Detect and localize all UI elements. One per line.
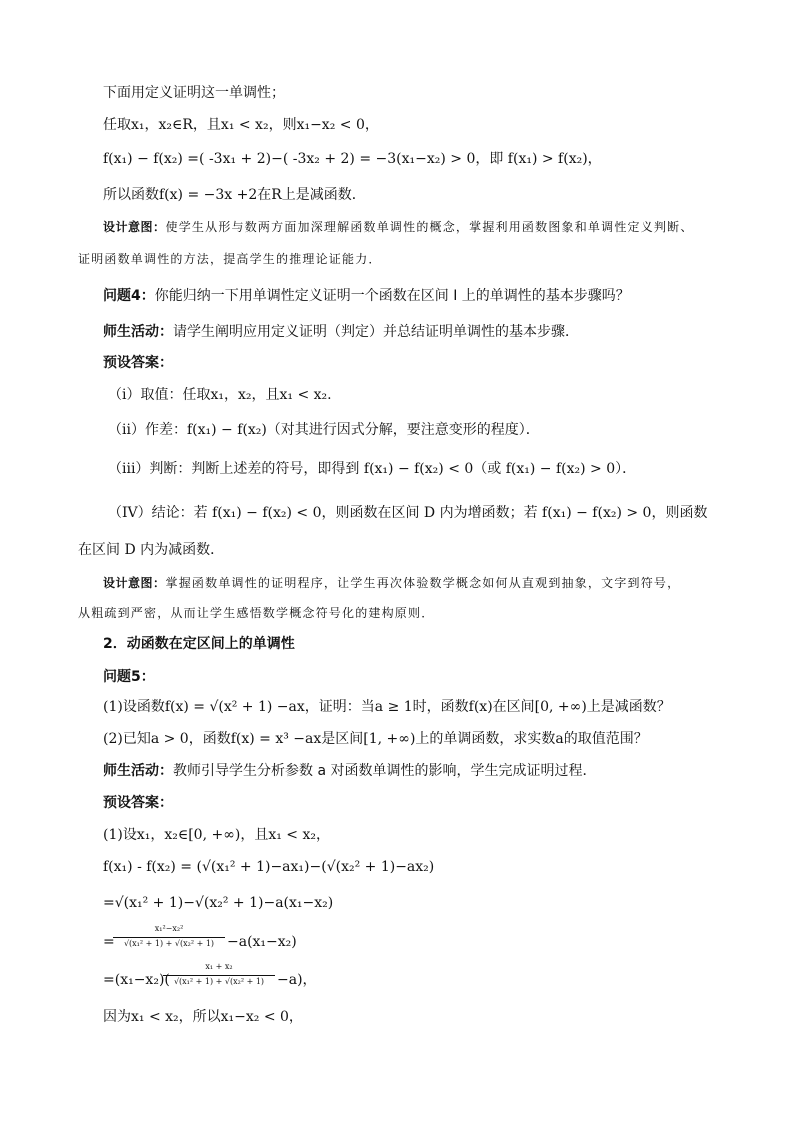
fraction-bar bbox=[163, 975, 275, 976]
proof-line: 因为x₁ < x₂，所以x₁−x₂ < 0， bbox=[103, 1009, 303, 1025]
section-heading: 2．动函数在定区间上的单调性 bbox=[103, 636, 295, 652]
proof-line: (1)设x₁，x₂∈[0, +∞)，且x₁ < x₂， bbox=[103, 827, 330, 843]
step-difference: （ii）作差：f(x₁) − f(x₂)（对其进行因式分解，要注意变形的程度）． bbox=[108, 422, 540, 438]
step-conclusion: （IV）结论：若 f(x₁) − f(x₂) < 0，则函数在区间 D 内为增函数；若 f(x₁) − f(x₂) > 0，则函数 bbox=[108, 505, 708, 521]
proof-line: f(x₁) - f(x₂) = (√(x₁² + 1)−ax₁)−(√(x₂² + 1)−ax₂) bbox=[103, 859, 435, 875]
step-judge: （iii）判断：判断上述差的符号，即得到 f(x₁) − f(x₂) < 0（或 f(x₁) − f(x₂) > 0）． bbox=[108, 461, 637, 477]
question-5-part-2: (2)已知a > 0，函数f(x) = x³ −ax是区间[1, +∞)上的单调函数，求实数a的取值范围？ bbox=[103, 731, 648, 747]
question-label: 问题4： bbox=[103, 288, 155, 304]
design-intent-text: 掌握函数单调性的证明程序，让学生再次体验数学概念如何从直观到抽象，文字到符号， bbox=[165, 576, 681, 590]
question-5-part-1: (1)设函数f(x) = √(x² + 1) −ax，证明：当a ≥ 1时，函数f(x)在区间[0, +∞)上是减函数？ bbox=[103, 699, 671, 715]
step-conclusion-continuation: 在区间 D 内为减函数． bbox=[78, 542, 225, 558]
design-intent-text: 使学生从形与数两方面加深理解函数单调性的概念，掌握利用函数图象和单调性定义判断、 bbox=[165, 220, 694, 234]
preset-answer-heading: 预设答案： bbox=[103, 355, 173, 371]
math-line: f(x₁) − f(x₂) =( -3x₁ + 2)−( -3x₂ + 2) = −3(x₁−x₂) > 0，即 f(x₁) > f(x₂)， bbox=[103, 151, 602, 167]
fraction-head: =(x₁−x₂)( bbox=[103, 972, 170, 988]
fraction-numerator: x₁²−x₂² bbox=[154, 924, 184, 933]
text-line: 所以函数f(x) = −3x +2在R上是减函数． bbox=[103, 187, 366, 203]
teacher-student-activity bbox=[103, 762, 596, 780]
design-intent-paragraph bbox=[103, 218, 694, 236]
design-intent-paragraph bbox=[103, 574, 680, 592]
activity-label: 师生活动： bbox=[103, 324, 173, 340]
design-intent-continuation: 从粗疏到严密，从而让学生感悟数学概念符号化的建构原则． bbox=[78, 606, 435, 620]
question-4 bbox=[103, 287, 630, 305]
question-text: 你能归纳一下用单调性定义证明一个函数在区间 I 上的单调性的基本步骤吗？ bbox=[154, 288, 630, 304]
fraction-tail: −a(x₁−x₂) bbox=[227, 934, 297, 950]
fraction-denominator: √(x₁² + 1) + √(x₂² + 1) bbox=[123, 939, 215, 948]
fraction-tail: −a)， bbox=[277, 972, 317, 988]
text-line: 任取x₁，x₂∈R，且x₁ < x₂，则x₁−x₂ < 0， bbox=[103, 117, 379, 133]
design-intent-label: 设计意图： bbox=[103, 576, 166, 590]
question-5-label: 问题5： bbox=[103, 669, 155, 685]
proof-line: =√(x₁² + 1)−√(x₂² + 1)−a(x₁−x₂) bbox=[103, 895, 334, 911]
document-page: 下面用定义证明这一单调性； 任取x₁，x₂∈R，且x₁ < x₂，则x₁−x₂ < 0， f(x₁) − f(x₂) =( -3x₁ + 2)−( -3x₂ + 2) = −3(x₁−x₂) > 0，即 f(x₁) > f(x₂)， 所以函数f(x) = −3x +2在R上是减函数． 设计意图：使学生从形与数两方面加深理解函数单调性的概念，掌握利用函数图象和单调性定义判断、 证明函数单调性的方法，提高学生的推理论证能力． 问题4：你能归纳一下用单调性定义证明一个函数在区间 I 上的单调性的基本步骤吗？ 师生活动：请学生阐明应用定义证明（判定）并总结证明单调性的基本步骤． 预设答案： （i）取值：任取x₁，x₂，且x₁ < x₂. （ii）作差：f(x₁) − f(x₂)（对其进行因式分解，要注意变形的程度）． （iii）判断：判断上述差的符号，即得到 f(x₁) − f(x₂) < 0（或 f(x₁) − f(x₂) > 0）． （IV）结论：若 f(x₁) − f(x₂) < 0，则函数在区间 D 内为增函数；若 f(x₁) − f(x₂) > 0，则函数 在区间 D 内为减函数． 设计意图：掌握函数单调性的证明程序，让学生再次体验数学概念如何从直观到抽象，文字到符号， 从粗疏到严密，从而让学生感悟数学概念符号化的建构原则． 2．动函数在定区间上的单调性 问题5： (1)设函数f(x) = √(x² + 1) −ax，证明：当a ≥ 1时，函数f(x)在区间[0, +∞)上是减函数？ (2)已知a > 0，函数f(x) = x³ −ax是区间[1, +∞)上的单调函数，求实数a的取值范围？ 师生活动：教师引导学生分析参数 a 对函数单调性的影响，学生完成证明过程． 预设答案： (1)设x₁，x₂∈[0, +∞)，且x₁ < x₂， f(x₁) - f(x₂) = (√(x₁² + 1)−ax₁)−(√(x₂² + 1)−ax₂) =√(x₁² + 1)−√(x₂² + 1)−a(x₁−x₂) = x₁²−x₂² √(x₁² + 1) + √(x₂² + 1) −a(x₁−x₂) =(x₁−x₂)( x₁ + x₂ √(x₁² + 1) + √(x₂² + 1) −a)， 因为x₁ < x₂，所以x₁−x₂ < 0， bbox=[78, 85, 708, 1025]
step-take-values: （i）取值：任取x₁，x₂，且x₁ < x₂. bbox=[108, 387, 332, 403]
activity-text: 请学生阐明应用定义证明（判定）并总结证明单调性的基本步骤． bbox=[173, 324, 579, 340]
fraction-bar bbox=[113, 937, 225, 938]
text-line: 下面用定义证明这一单调性； bbox=[103, 85, 285, 101]
activity-label: 师生活动： bbox=[103, 763, 173, 779]
fraction-denominator: √(x₁² + 1) + √(x₂² + 1) bbox=[173, 977, 265, 986]
design-intent-label: 设计意图： bbox=[103, 220, 166, 234]
design-intent-continuation: 证明函数单调性的方法，提高学生的推理论证能力． bbox=[78, 252, 382, 266]
preset-answer-heading: 预设答案： bbox=[103, 795, 173, 811]
activity-text: 教师引导学生分析参数 a 对函数单调性的影响，学生完成证明过程． bbox=[173, 763, 597, 779]
fraction-numerator: x₁ + x₂ bbox=[205, 962, 233, 971]
teacher-student-activity bbox=[103, 323, 579, 341]
